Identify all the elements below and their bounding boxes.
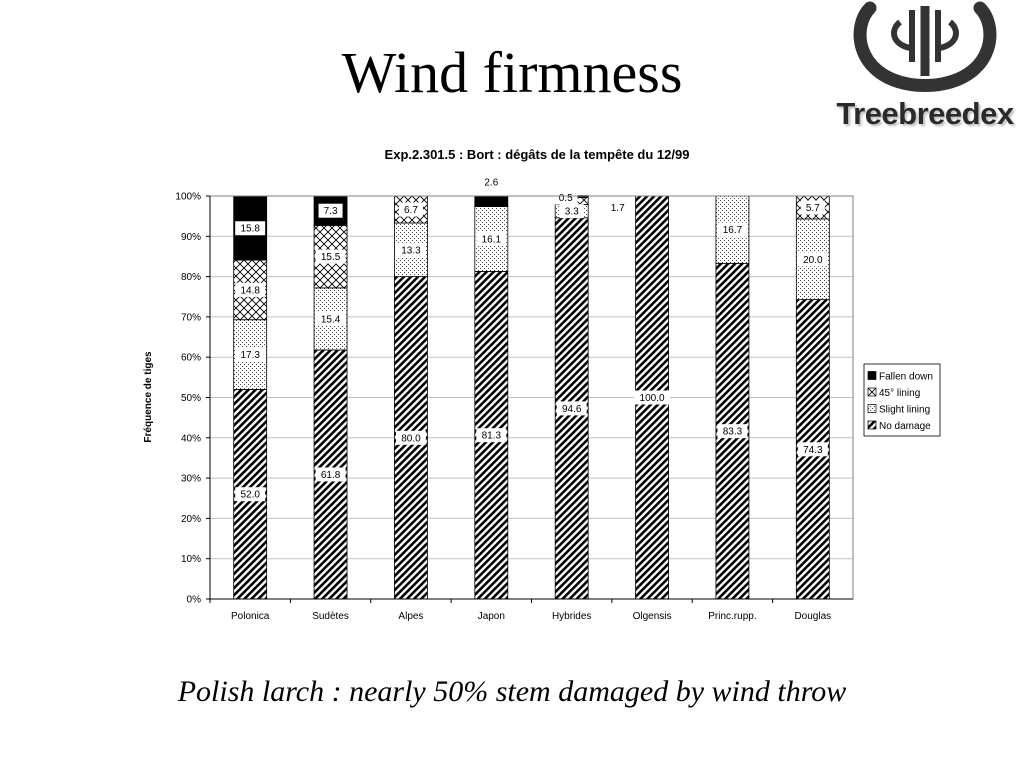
bar-segment [475,196,508,206]
chart-title: Exp.2.301.5 : Bort : dégâts de la tempête du 12/99 [384,147,690,162]
legend [864,364,940,436]
legend-swatch [868,421,876,429]
y-tick-label: 100% [175,191,201,203]
x-tick-label: Alpes [398,611,424,622]
slide-title: Wind firmness [341,40,683,105]
data-label: 94.6 [561,403,582,415]
legend-swatch [868,388,876,396]
y-tick-label: 80% [180,272,201,284]
data-label: 15.8 [240,223,260,235]
legend-label: No damage [879,421,931,432]
data-label: 5.7 [805,202,820,214]
x-tick-label: Hybrides [551,611,592,622]
data-label: 81.3 [481,430,502,442]
x-tick-label: Sudètes [312,611,349,622]
y-axis-label: Fréquence de tiges [143,351,154,443]
x-tick-label: Japon [477,611,505,622]
y-tick-label: 30% [180,473,201,485]
data-label: 15.5 [320,252,341,264]
y-tick-label: 10% [180,554,201,566]
y-tick-label: 40% [180,433,201,445]
data-label: 83.3 [722,426,743,438]
data-label: 17.3 [240,350,260,362]
data-label: 13.3 [401,245,421,257]
legend-swatch [868,405,876,413]
grid-lines [210,196,853,599]
legend-swatch [868,372,876,380]
y-tick-label: 60% [180,352,201,364]
x-tick-label: Princ.rupp. [708,611,757,622]
data-label: 61.8 [320,469,341,481]
legend-label: 45° lining [879,388,921,399]
y-tick-label: 50% [180,393,201,404]
data-label: 16.7 [722,225,743,237]
data-label: 0.5 [558,193,573,205]
y-tick-label: 90% [180,231,201,243]
y-tick-label: 0% [186,594,201,606]
x-tick-label: Polonica [231,611,270,622]
data-label: 100.0 [639,393,665,404]
data-label: 7.3 [323,206,338,218]
data-label: 15.4 [320,314,341,326]
data-label: 2.6 [484,177,499,189]
legend-label: Fallen down [879,371,933,383]
y-tick-label: 20% [180,513,201,525]
data-label: 14.8 [240,285,260,297]
x-tick-label: Olgensis [632,611,672,622]
data-label: 20.0 [803,254,823,266]
slide-subtitle: Polish larch : nearly 50% stem damaged by wind throw [177,675,847,708]
data-label: 1.7 [610,203,625,215]
legend-label: Slight lining [879,404,931,416]
data-label: 52.0 [240,489,260,501]
axes [175,192,853,623]
logo-text: Treebreedex [836,96,1014,131]
data-label: 16.1 [481,234,502,246]
data-label: 6.7 [403,205,418,217]
data-label: 80.0 [401,433,421,445]
data-label: 3.3 [564,206,579,218]
x-tick-label: Douglas [794,611,832,622]
data-label: 74.3 [803,444,823,456]
y-tick-label: 70% [180,312,201,324]
